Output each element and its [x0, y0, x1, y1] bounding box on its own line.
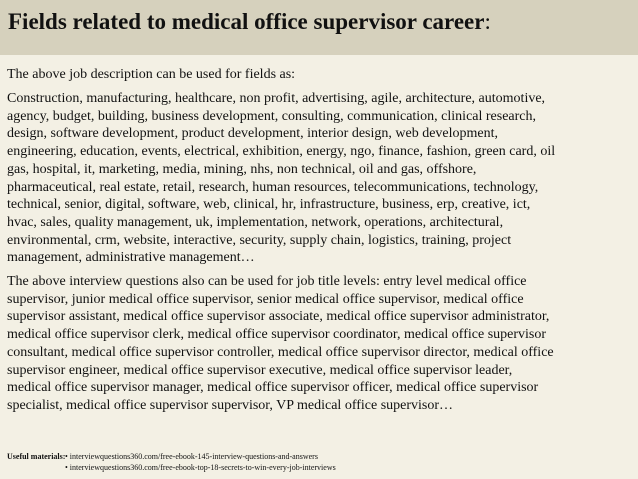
footer-label: Useful materials: [7, 452, 66, 461]
fields-line: design, software development, product development, interior design, web development, [7, 126, 499, 142]
footer-row [7, 451, 336, 462]
fields-line: Construction, manufacturing, healthcare, non profit, advertising, agile, architecture, automotive, [7, 91, 546, 106]
fields-line: hvac, sales, quality management, uk, implementation, network, operations, architectural, [7, 214, 504, 230]
job-levels-line: specialist, medical office supervisor supervisor, VP medical office supervisor… [7, 397, 454, 413]
page-title-text: Fields related to medical office supervisor career [8, 9, 485, 34]
footer-link[interactable]: • interviewquestions360.com/free-ebook-145-interview-questions-and-answers [65, 452, 318, 461]
job-levels-line: The above interview questions also can be used for job title levels: entry level medical office [7, 274, 527, 290]
job-levels-line: medical office supervisor clerk, medical office supervisor coordinator, medical office supervisor [7, 327, 547, 343]
page-title-colon: : [484, 9, 491, 34]
fields-line: engineering, education, events, electrical, exhibition, energy, ngo, finance, fashion, green card, oil [7, 144, 556, 160]
job-levels-line: supervisor assistant, medical office supervisor associate, medical office supervisor administrator, [7, 309, 550, 325]
fields-line: gas, hospital, it, marketing, media, mining, nhs, non technical, oil and gas, offshore, [7, 161, 477, 177]
title-bar [0, 0, 638, 55]
fields-line: management, administrative management… [7, 250, 255, 266]
footer-link[interactable]: • interviewquestions360.com/free-ebook-top-18-secrets-to-win-every-job-interviews [65, 463, 336, 472]
fields-line: environmental, crm, website, interactive, security, supply chain, logistics, training, project [7, 232, 512, 248]
job-levels-line: medical office supervisor manager, medical office supervisor officer, medical office supervisor [7, 380, 539, 396]
fields-paragraph [7, 90, 635, 267]
job-levels-line: supervisor, junior medical office supervisor, senior medical office supervisor, medical office [7, 291, 524, 307]
job-levels-line: supervisor engineer, medical office supervisor executive, medical office supervisor leader, [7, 362, 513, 378]
job-levels-paragraph [7, 273, 635, 415]
intro-text: The above job description can be used for fields as: [7, 67, 296, 82]
footer-row [7, 462, 336, 473]
fields-line: technical, senior, digital, software, web, clinical, hr, infrastructure, business, erp, creative, ict, [7, 197, 531, 213]
fields-line: agency, budget, building, business development, consulting, communication, clinical research, [7, 108, 537, 124]
footer-useful-materials [7, 451, 336, 473]
page-title [8, 8, 638, 36]
job-levels-line: consultant, medical office supervisor controller, medical office supervisor director, medical office [7, 344, 554, 360]
main-content [7, 66, 635, 421]
fields-line: pharmaceutical, real estate, retail, research, human resources, telecommunications, technology, [7, 179, 539, 195]
